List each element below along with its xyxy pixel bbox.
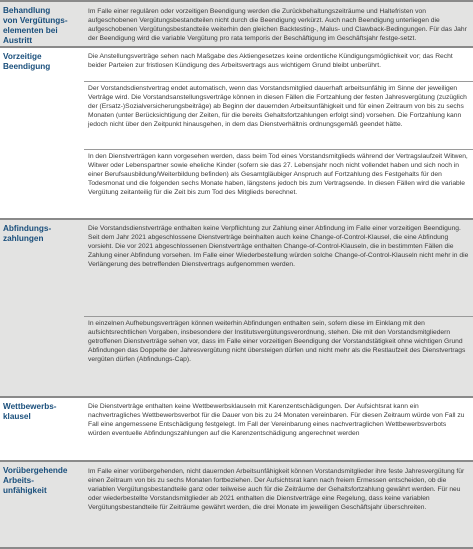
body-cell: [84, 398, 473, 460]
section-severance: [0, 218, 473, 396]
section-temporary-incapacity: [0, 460, 473, 547]
label-cell: [0, 220, 84, 396]
section-paragraph: Im Falle einer regulären oder vorzeitigen Beendigung werden die Zurückbehaltungszeiträume und Haltefristen von aufgeschobenen Vergütungsbestandteilen nicht durch die Beendigung verkürzt. Auch nach Beendigung unterliegen die aufgeschobenen Vergütungsbestandteile weiterhin den gleichen Backtesting-, Malus- und Clawback-Bedingungen. Für das Jahr der Beendigung wird die variable Vergütung pro rata temporis der Beschäftigung im Geschäftsjahr festge-setzt.: [88, 8, 467, 43]
section-non-compete: [0, 396, 473, 460]
section-label: Vorzeitige Beendigung: [3, 52, 51, 71]
section-paragraph: Im Falle einer vorübergehenden, nicht dauernden Arbeitsunfähigkeit können Vorstandsmitglieder ihre feste Jahresvergütung für einen Zeitraum von bis zu sechs Monaten fortbeziehen. Der Aufsichtsrat kann nach freiem Ermessen entscheiden, ob die variablen Vergütungsbestandteile ganz oder teilweise auch für die Zeiträume der Gehaltsfortzahlung gewährt werden. Für neu oder wiederbestellte Vorstandsmitglieder ab 2021 enthalten die Dienstverträge eine Regelung, dass keine variablen Vergütungsbestandteile für Zeiträume gewährt werden, die drei Monate im jeweiligen Geschäftsjahr überschreiten.: [88, 468, 465, 512]
body-cell: [84, 462, 473, 547]
body-cell: [84, 220, 473, 396]
section-paragraph: Die Anstellungsverträge sehen nach Maßgabe des Aktiengesetzes keine ordentliche Kündigungsmöglichkeit vor; das Recht beider Parteien zur fristlosen Kündigung des Arbeitsvertrags aus wichtigem Grund bleibt unberührt.: [88, 53, 453, 70]
paragraph-divider: [84, 316, 473, 317]
section-early-termination: [0, 46, 473, 218]
body-cell: [84, 48, 473, 218]
section-paragraph: In den Dienstverträgen kann vorgesehen werden, dass beim Tod eines Vorstandsmitglieds während der Vertragslaufzeit Witwen, Witwer oder Lebenspartner sowie eheliche Kinder (sofern sie das 27. Lebensjahr noch nicht vollendet haben und sich noch in einer Berufsausbildung/Weiterbildung befinden) als Gesamtgläubiger Anspruch auf Fortzahlung des Festgehalts für den Todesmonat und die folgenden sechs Monate haben, längstens jedoch bis zum Vertragsende. In diesen Fällen wird die variable Vergütung zeitanteilig für die Zeit bis zum Tod des Mitglieds berechnet.: [88, 153, 468, 197]
label-cell: [0, 48, 84, 218]
section-paragraph: Der Vorstandsdienstvertrag endet automatisch, wenn das Vorstandsmitglied dauerhaft arbeitsunfähig im Sinne der jeweiligen Verträge wird. Die Vorstandsanstellungsverträge können in diesen Fällen die Fortzahlung der festen Jahresvergütung (zuzüglich der (Ersatz-)Sozialversicherungsbeiträge) ab Beginn der dauernden Arbeitsunfähigkeit und für einen Zeitraum von bis zu sechs Monaten (unter Berücksichtigung der Zeiten, für die bereits Gehaltsfortzahlungen erfolgt sind) vorsehen. Die Fortzahlung kann jedoch nicht über den Zeitpunkt hinausgehen, in dem das Dienstverhältnis ordnungsgemäß geendet hätte.: [88, 85, 467, 129]
section-paragraph: Die Dienstverträge enthalten keine Wettbewerbsklauseln mit Karenzentschädigungen. Der Aufsichtsrat kann ein nachvertragliches Wettbewerbsverbot für die Dauer von bis zu 24 Monaten vereinbaren. Für diesen Zeitraum würde von Fall zu Fall eine angemessene Entschädigung festgelegt. Im Fall der Vereinbarung eines nachvertraglichen Wettbewerbsverbots würden eventuelle Abfindungszahlungen auf die Karenzentschädigung angerechnet werden: [88, 403, 465, 438]
section-label: Behandlung von Vergütungs- elementen bei Austritt: [3, 6, 68, 45]
paragraph-divider: [84, 149, 473, 150]
label-cell: [0, 398, 84, 460]
section-paragraph: In einzelnen Aufhebungsverträgen können weiterhin Abfindungen enthalten sein, sofern diese im Einklang mit den aufsichtsrechtlichen Vorgaben, insbesondere der Institutsvergütungsverordnung, stehen. Die mit den Vorstandsmitgliedern getroffenen Dienstverträge sehen vor, dass im Falle einer vorzeitigen Beendigung der Vorstandstätigkeit ohne wichtigen Grund Abfindungen das Doppelte der Jahresvergütung nicht übersteigen dürfen und nicht mehr als die Restlaufzeit des Dienstvertrags vergüten dürfen (Abfindungs-Cap).: [88, 320, 466, 364]
paragraph-divider: [84, 81, 473, 82]
section-label: Wettbewerbs- klausel: [3, 402, 57, 421]
section-paragraph: Die Vorstandsdienstverträge enthalten keine Verpflichtung zur Zahlung einer Abfindung im Falle einer vorzeitigen Beendigung. Seit dem Jahr 2021 abgeschlossene Dienstverträge beinhalten auch keine Change-of-Control-Klausel, die eine Abfindung vorsieht. Die vor 2021 abgeschlossenen Dienstverträge enthalten Change-of-Control-Klauseln, die in bestimmten Fällen die Zahlung einer Abfindung vorsehen. Im Falle einer Wiederbestellung würden solche Change-of-Control-Klauseln nicht mehr in die Verlängerung des betreffenden Dienstvertrags aufgenommen werden.: [88, 225, 469, 269]
section-label: Abfindungs- zahlungen: [3, 224, 52, 243]
section-label: Vorübergehende Arbeits- unfähigkeit: [3, 466, 68, 495]
label-cell: [0, 462, 84, 547]
